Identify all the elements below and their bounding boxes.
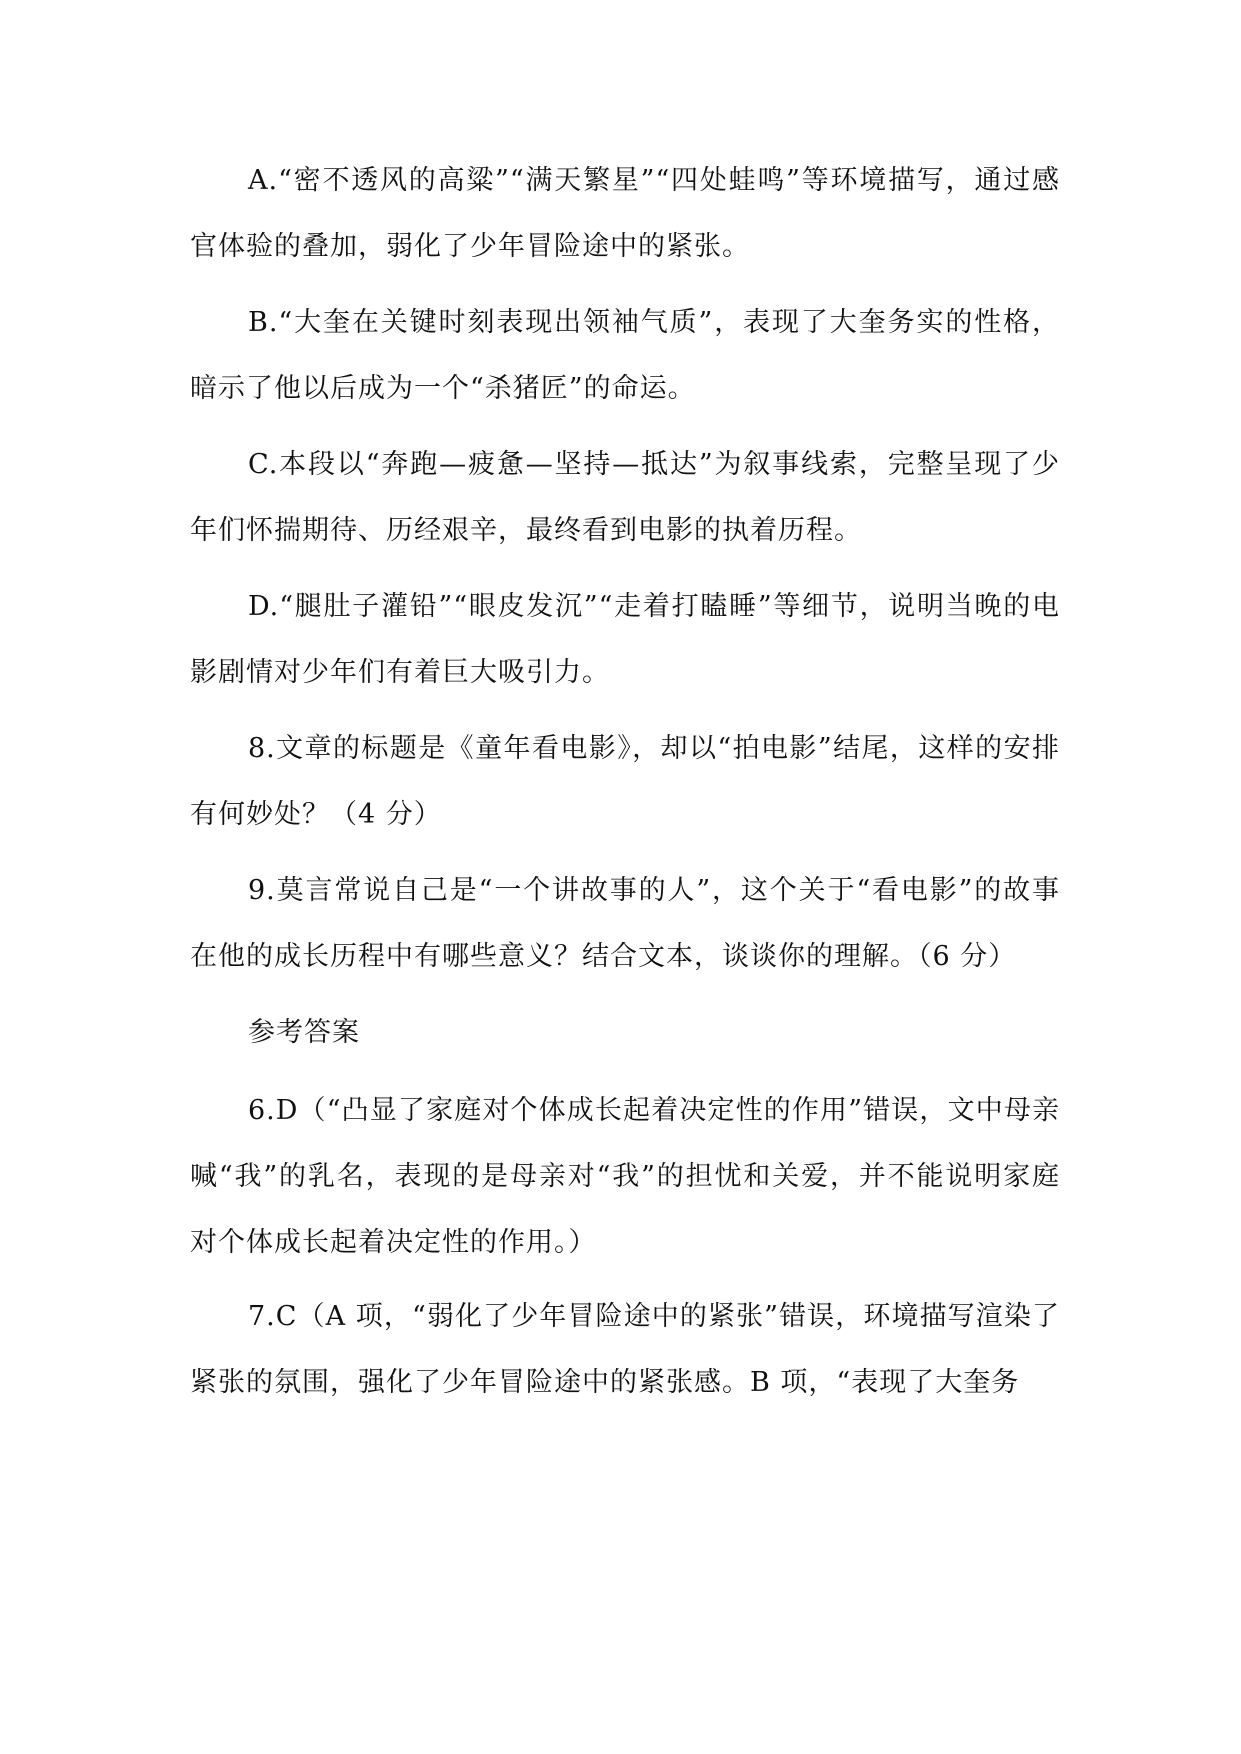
- option-b-paragraph: B.“大奎在关键时刻表现出领袖气质”，表现了大奎务实的性格，暗示了他以后成为一个“杀猪匠”的命运。: [190, 307, 1060, 404]
- question-8-paragraph: 8.文章的标题是《童年看电影》，却以“拍电影”结尾，这样的安排有何妙处？（4 分）: [190, 733, 1060, 830]
- answer-key-heading: 参考答案: [248, 1017, 360, 1048]
- answer-7-paragraph: 7.C（A 项，“弱化了少年冒险途中的紧张”错误，环境描写渲染了紧张的氛围，强化了少年冒险途中的紧张感。B 项，“表现了大奎务: [190, 1301, 1060, 1398]
- question-9-paragraph: 9.莫言常说自己是“一个讲故事的人”，这个关于“看电影”的故事在他的成长历程中有哪些意义？结合文本，谈谈你的理解。（6 分）: [190, 875, 1060, 972]
- option-c-paragraph: C.本段以“奔跑—疲惫—坚持—抵达”为叙事线索，完整呈现了少年们怀揣期待、历经艰辛，最终看到电影的执着历程。: [190, 449, 1060, 546]
- answer-6-paragraph: 6.D（“凸显了家庭对个体成长起着决定性的作用”错误，文中母亲喊“我”的乳名，表现的是母亲对“我”的担忧和关爱，并不能说明家庭对个体成长起着决定性的作用。）: [190, 1095, 1060, 1258]
- option-d-paragraph: D.“腿肚子灌铅”“眼皮发沉”“走着打瞌睡”等细节，说明当晚的电影剧情对少年们有着巨大吸引力。: [190, 591, 1060, 688]
- option-a-paragraph: A.“密不透风的高粱”“满天繁星”“四处蛙鸣”等环境描写，通过感官体验的叠加，弱化了少年冒险途中的紧张。: [190, 165, 1060, 262]
